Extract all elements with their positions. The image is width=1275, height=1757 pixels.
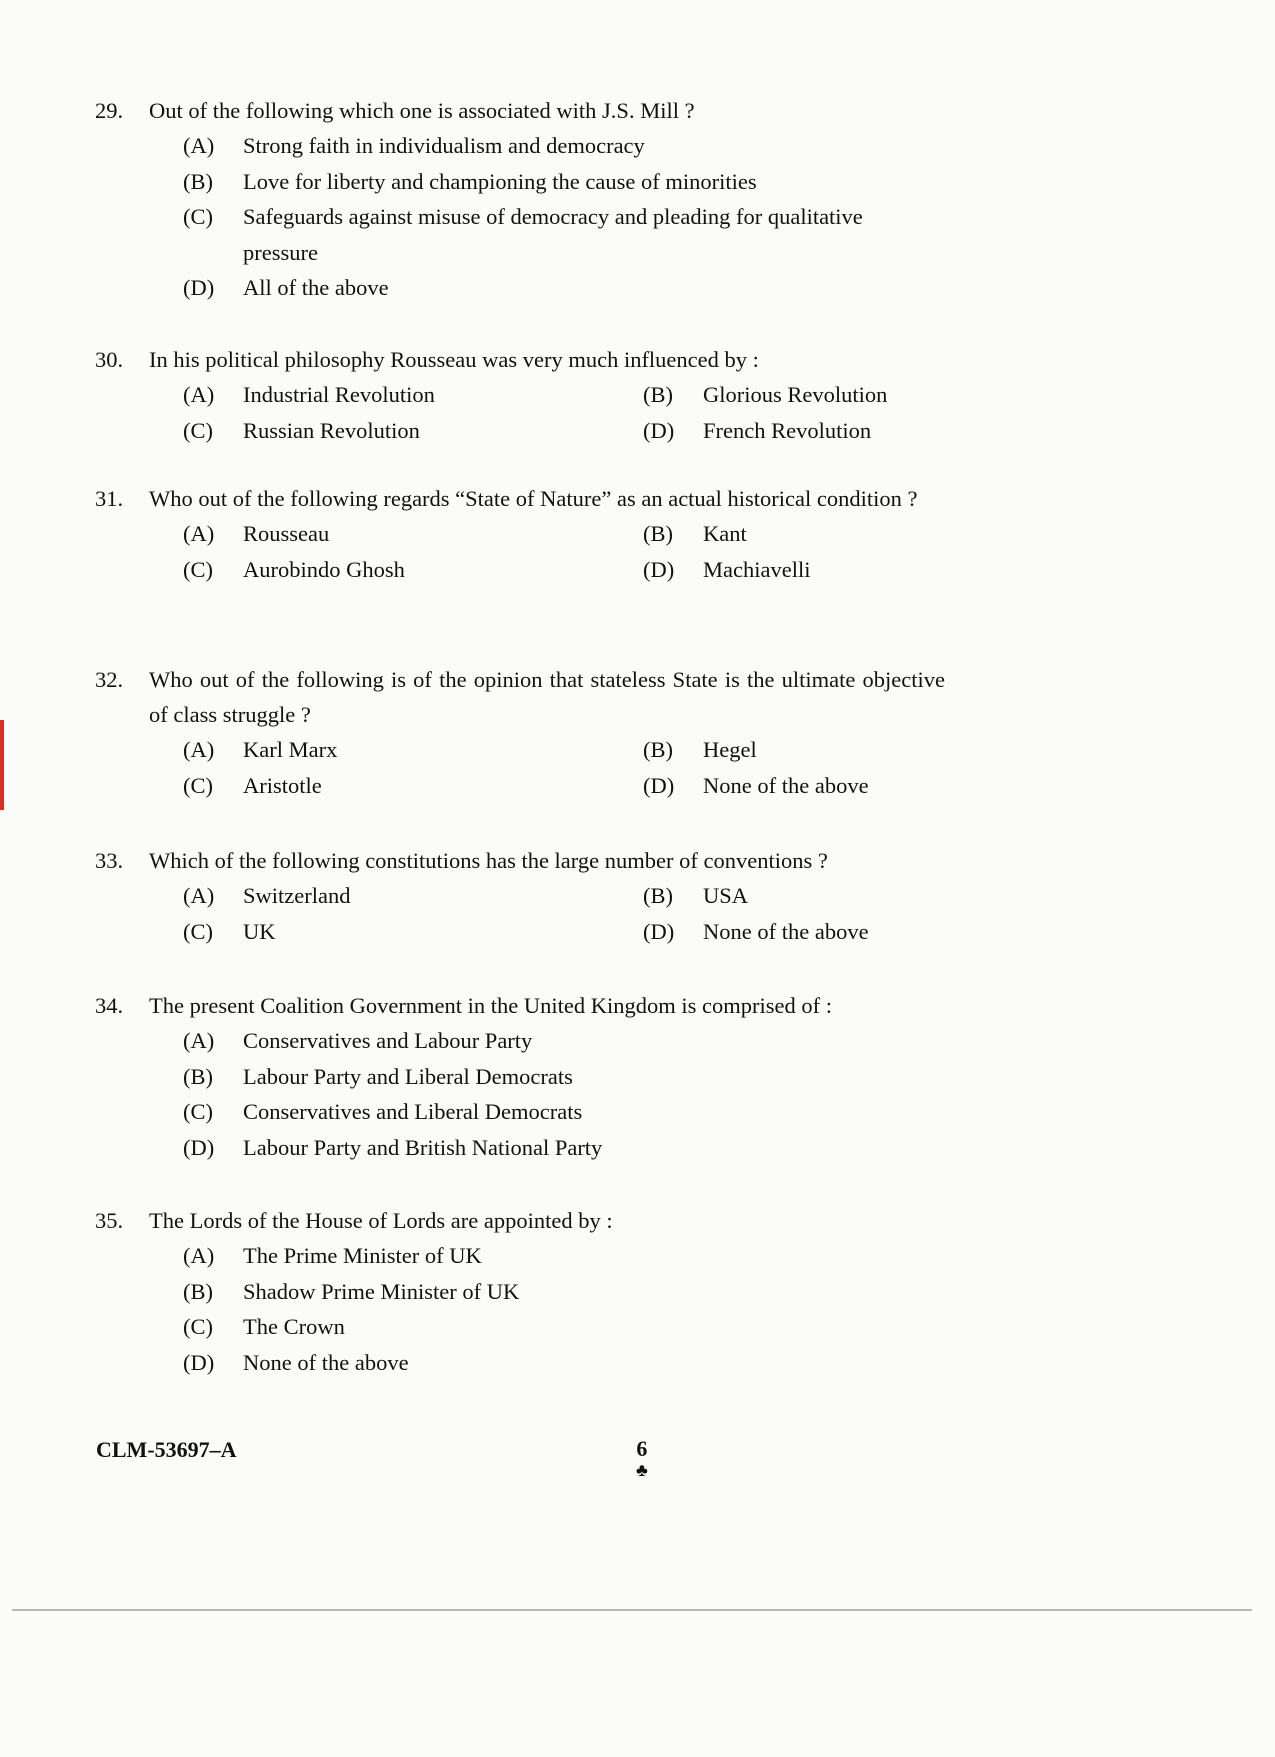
option-label: (D)	[183, 275, 215, 300]
option-text: All of the above	[243, 275, 389, 300]
question-34	[95, 988, 945, 1165]
question-text: The present Coalition Government in the United Kingdom is comprised of :	[149, 993, 832, 1018]
option-text: Conservatives and Liberal Democrats	[243, 1099, 583, 1124]
option-label: (A)	[183, 133, 215, 158]
option-text: Conservatives and Labour Party	[243, 1028, 533, 1053]
bottom-rule	[12, 1609, 1252, 1611]
option-text: Labour Party and Liberal Democrats	[243, 1063, 573, 1089]
option-label: (B)	[183, 168, 213, 194]
option-label: (D)	[183, 1349, 215, 1375]
option-label: (C)	[183, 417, 213, 443]
option-label: (A)	[183, 382, 215, 407]
question-32	[95, 662, 945, 803]
option-text: Switzerland	[243, 883, 351, 908]
question-29	[95, 93, 945, 306]
option-text: Love for liberty and championing the cause of minorities	[243, 168, 757, 194]
question-text: Which of the following constitutions has the large number of conventions ?	[149, 848, 828, 873]
question-number: 35.	[95, 1208, 124, 1233]
option-text: French Revolution	[703, 417, 872, 443]
option-label: (C)	[183, 1099, 213, 1124]
option-label: (B)	[643, 883, 673, 908]
option-label: (A)	[183, 737, 215, 762]
question-number: 32.	[95, 667, 124, 692]
question-31	[95, 481, 945, 587]
option-label: (A)	[183, 1243, 215, 1268]
option-label: (B)	[183, 1063, 213, 1089]
question-text: The Lords of the House of Lords are appointed by :	[149, 1208, 613, 1233]
question-text: Out of the following which one is associated with J.S. Mill ?	[149, 98, 695, 123]
option-text: Shadow Prime Minister of UK	[243, 1278, 520, 1304]
option-text: Hegel	[703, 737, 757, 762]
question-number: 34.	[95, 993, 124, 1018]
option-label: (C)	[183, 1314, 213, 1339]
question-text: In his political philosophy Rousseau was very much influenced by :	[149, 347, 759, 372]
option-text: Safeguards against misuse of democracy and pleading for qualitative pressure	[243, 204, 863, 265]
option-label: (B)	[643, 737, 673, 762]
option-label: (C)	[183, 556, 213, 582]
option-label: (A)	[183, 1028, 215, 1053]
option-text: None of the above	[243, 1349, 409, 1375]
option-text: UK	[243, 918, 276, 944]
option-text: Karl Marx	[243, 737, 338, 762]
margin-mark	[0, 720, 4, 810]
option-label: (D)	[643, 918, 675, 944]
question-number: 33.	[95, 848, 124, 873]
question-number: 31.	[95, 486, 124, 511]
option-text: Glorious Revolution	[703, 382, 888, 407]
option-text: The Crown	[243, 1314, 345, 1339]
question-number: 29.	[95, 98, 124, 123]
club-symbol-icon: ♣	[636, 1460, 648, 1480]
question-text: Who out of the following is of the opinion that stateless State is the ultimate objective of class struggle ?	[149, 667, 945, 727]
option-text: Strong faith in individualism and democracy	[243, 133, 645, 158]
option-text: None of the above	[703, 772, 869, 798]
option-label: (A)	[183, 883, 215, 908]
question-35	[95, 1203, 945, 1380]
option-label: (B)	[183, 1278, 213, 1304]
option-label: (C)	[183, 772, 213, 798]
page-number: 6	[636, 1436, 648, 1461]
option-label: (A)	[183, 521, 215, 546]
option-text: Aurobindo Ghosh	[243, 556, 405, 582]
option-label: (B)	[643, 382, 673, 407]
option-label: (C)	[183, 204, 213, 229]
option-text: Russian Revolution	[243, 417, 420, 443]
option-text: USA	[703, 883, 749, 908]
option-text: Industrial Revolution	[243, 382, 435, 407]
option-text: Rousseau	[243, 521, 330, 546]
paper-code: CLM-53697–A	[96, 1437, 237, 1462]
option-label: (D)	[643, 417, 675, 443]
question-30	[95, 342, 945, 448]
option-text: None of the above	[703, 918, 869, 944]
question-text: Who out of the following regards “State of Nature” as an actual historical condition ?	[149, 486, 918, 511]
page-number-block	[636, 1437, 648, 1479]
question-number: 30.	[95, 347, 124, 372]
option-label: (C)	[183, 918, 213, 944]
option-text: Kant	[703, 521, 747, 546]
option-text: Machiavelli	[703, 556, 811, 582]
option-label: (D)	[643, 772, 675, 798]
option-text: The Prime Minister of UK	[243, 1243, 482, 1268]
option-label: (D)	[183, 1134, 215, 1160]
option-text: Labour Party and British National Party	[243, 1134, 603, 1160]
option-text: Aristotle	[243, 772, 322, 798]
question-33	[95, 843, 945, 949]
option-label: (B)	[643, 521, 673, 546]
option-label: (D)	[643, 556, 675, 582]
